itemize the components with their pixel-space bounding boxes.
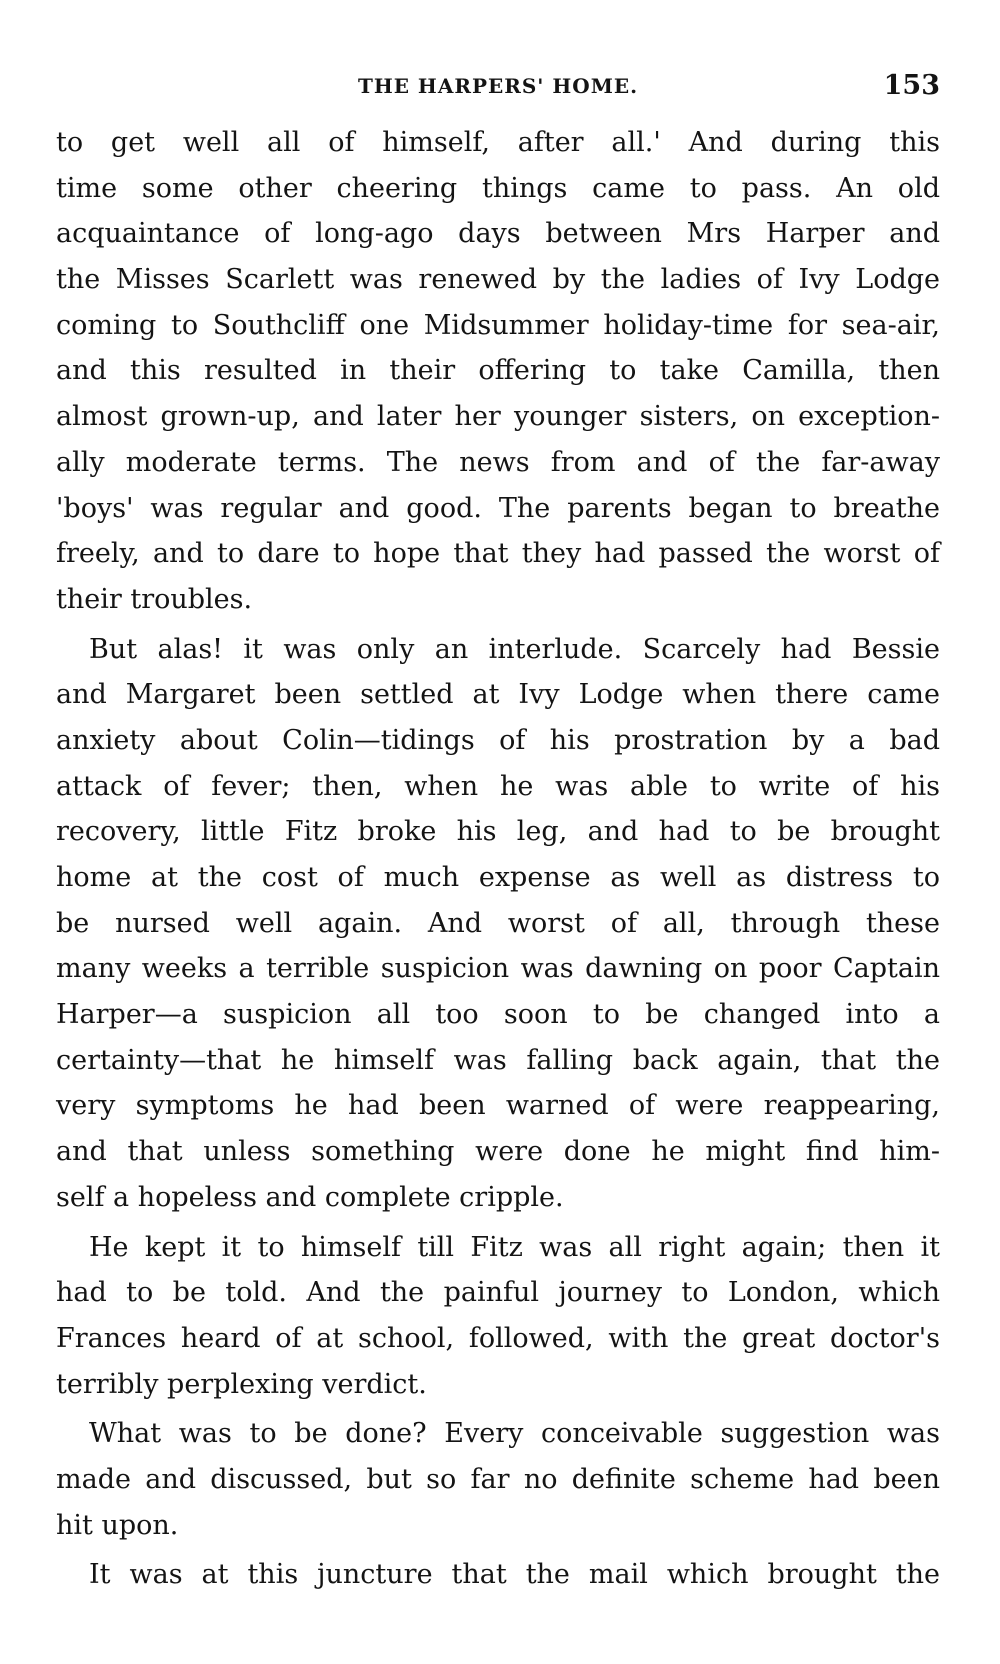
text-line: He kept it to himself till Fitz was all right again; then it: [89, 1231, 940, 1263]
text-line: had to be told. And the painful journey to London, which: [56, 1277, 940, 1309]
text-line: freely, and to dare to hope that they had passed the worst of: [56, 538, 940, 570]
text-line: Frances heard of at school, followed, with the great doctor's: [56, 1322, 940, 1354]
page-number: 153: [883, 70, 940, 101]
text-line: certainty—that he himself was falling back again, that the: [56, 1044, 940, 1076]
text-line: recovery, little Fitz broke his leg, and had to be brought: [56, 816, 940, 848]
text-line: and that unless something were done he might find him-: [56, 1136, 940, 1168]
text-line: It was at this juncture that the mail which brought the: [89, 1559, 940, 1591]
text-line: But alas! it was only an interlude. Scarcely had Bessie: [89, 633, 940, 665]
text-line: terribly perplexing verdict.: [56, 1368, 427, 1400]
text-line: coming to Southcliff one Midsummer holiday-time for sea-air,: [56, 309, 940, 341]
text-line: anxiety about Colin—tidings of his prostration by a bad: [56, 724, 940, 756]
text-line: home at the cost of much expense as well as distress to: [56, 862, 940, 893]
running-title: THE HARPERS' HOME.: [357, 74, 639, 98]
text-line: their troubles.: [56, 583, 253, 615]
text-line: ally moderate terms. The news from and of the far-away: [56, 446, 940, 478]
text-line: be nursed well again. And worst of all, through these: [56, 907, 940, 939]
text-line: time some other cheering things came to pass. An old: [56, 172, 940, 204]
text-line: self a hopeless and complete cripple.: [56, 1181, 564, 1213]
text-line: very symptoms he had been warned of were reappearing,: [56, 1090, 940, 1122]
paragraph-4: [56, 1411, 940, 1548]
text-line: many weeks a terrible suspicion was dawning on poor Captain: [56, 953, 940, 985]
paragraph-3: [56, 1225, 940, 1408]
running-header: [56, 66, 940, 106]
text-line: the Misses Scarlett was renewed by the ladies of Ivy Lodge: [56, 264, 940, 296]
text-line: Harper—a suspicion all too soon to be changed into a: [56, 999, 940, 1031]
text-line: attack of fever; then, when he was able to write of his: [56, 770, 940, 802]
body-text: [56, 120, 940, 1598]
text-line: and Margaret been settled at Ivy Lodge when there came: [56, 679, 940, 711]
text-line: What was to be done? Every conceivable suggestion was: [89, 1418, 940, 1450]
text-line: acquaintance of long-ago days between Mrs Harper and: [56, 218, 940, 250]
text-line: made and discussed, but so far no definite scheme had been: [56, 1463, 940, 1495]
paragraph-5: [56, 1552, 940, 1598]
text-line: to get well all of himself, after all.' And during this: [56, 127, 940, 158]
text-line: and this resulted in their offering to take Camilla, then: [56, 355, 940, 387]
text-line: hit upon.: [56, 1509, 179, 1541]
text-line: almost grown-up, and later her younger sisters, on exception-: [56, 401, 940, 433]
text-line: 'boys' was regular and good. The parents began to breathe: [56, 492, 940, 524]
paragraph-2: [56, 627, 940, 1221]
paragraph-1: [56, 120, 940, 623]
